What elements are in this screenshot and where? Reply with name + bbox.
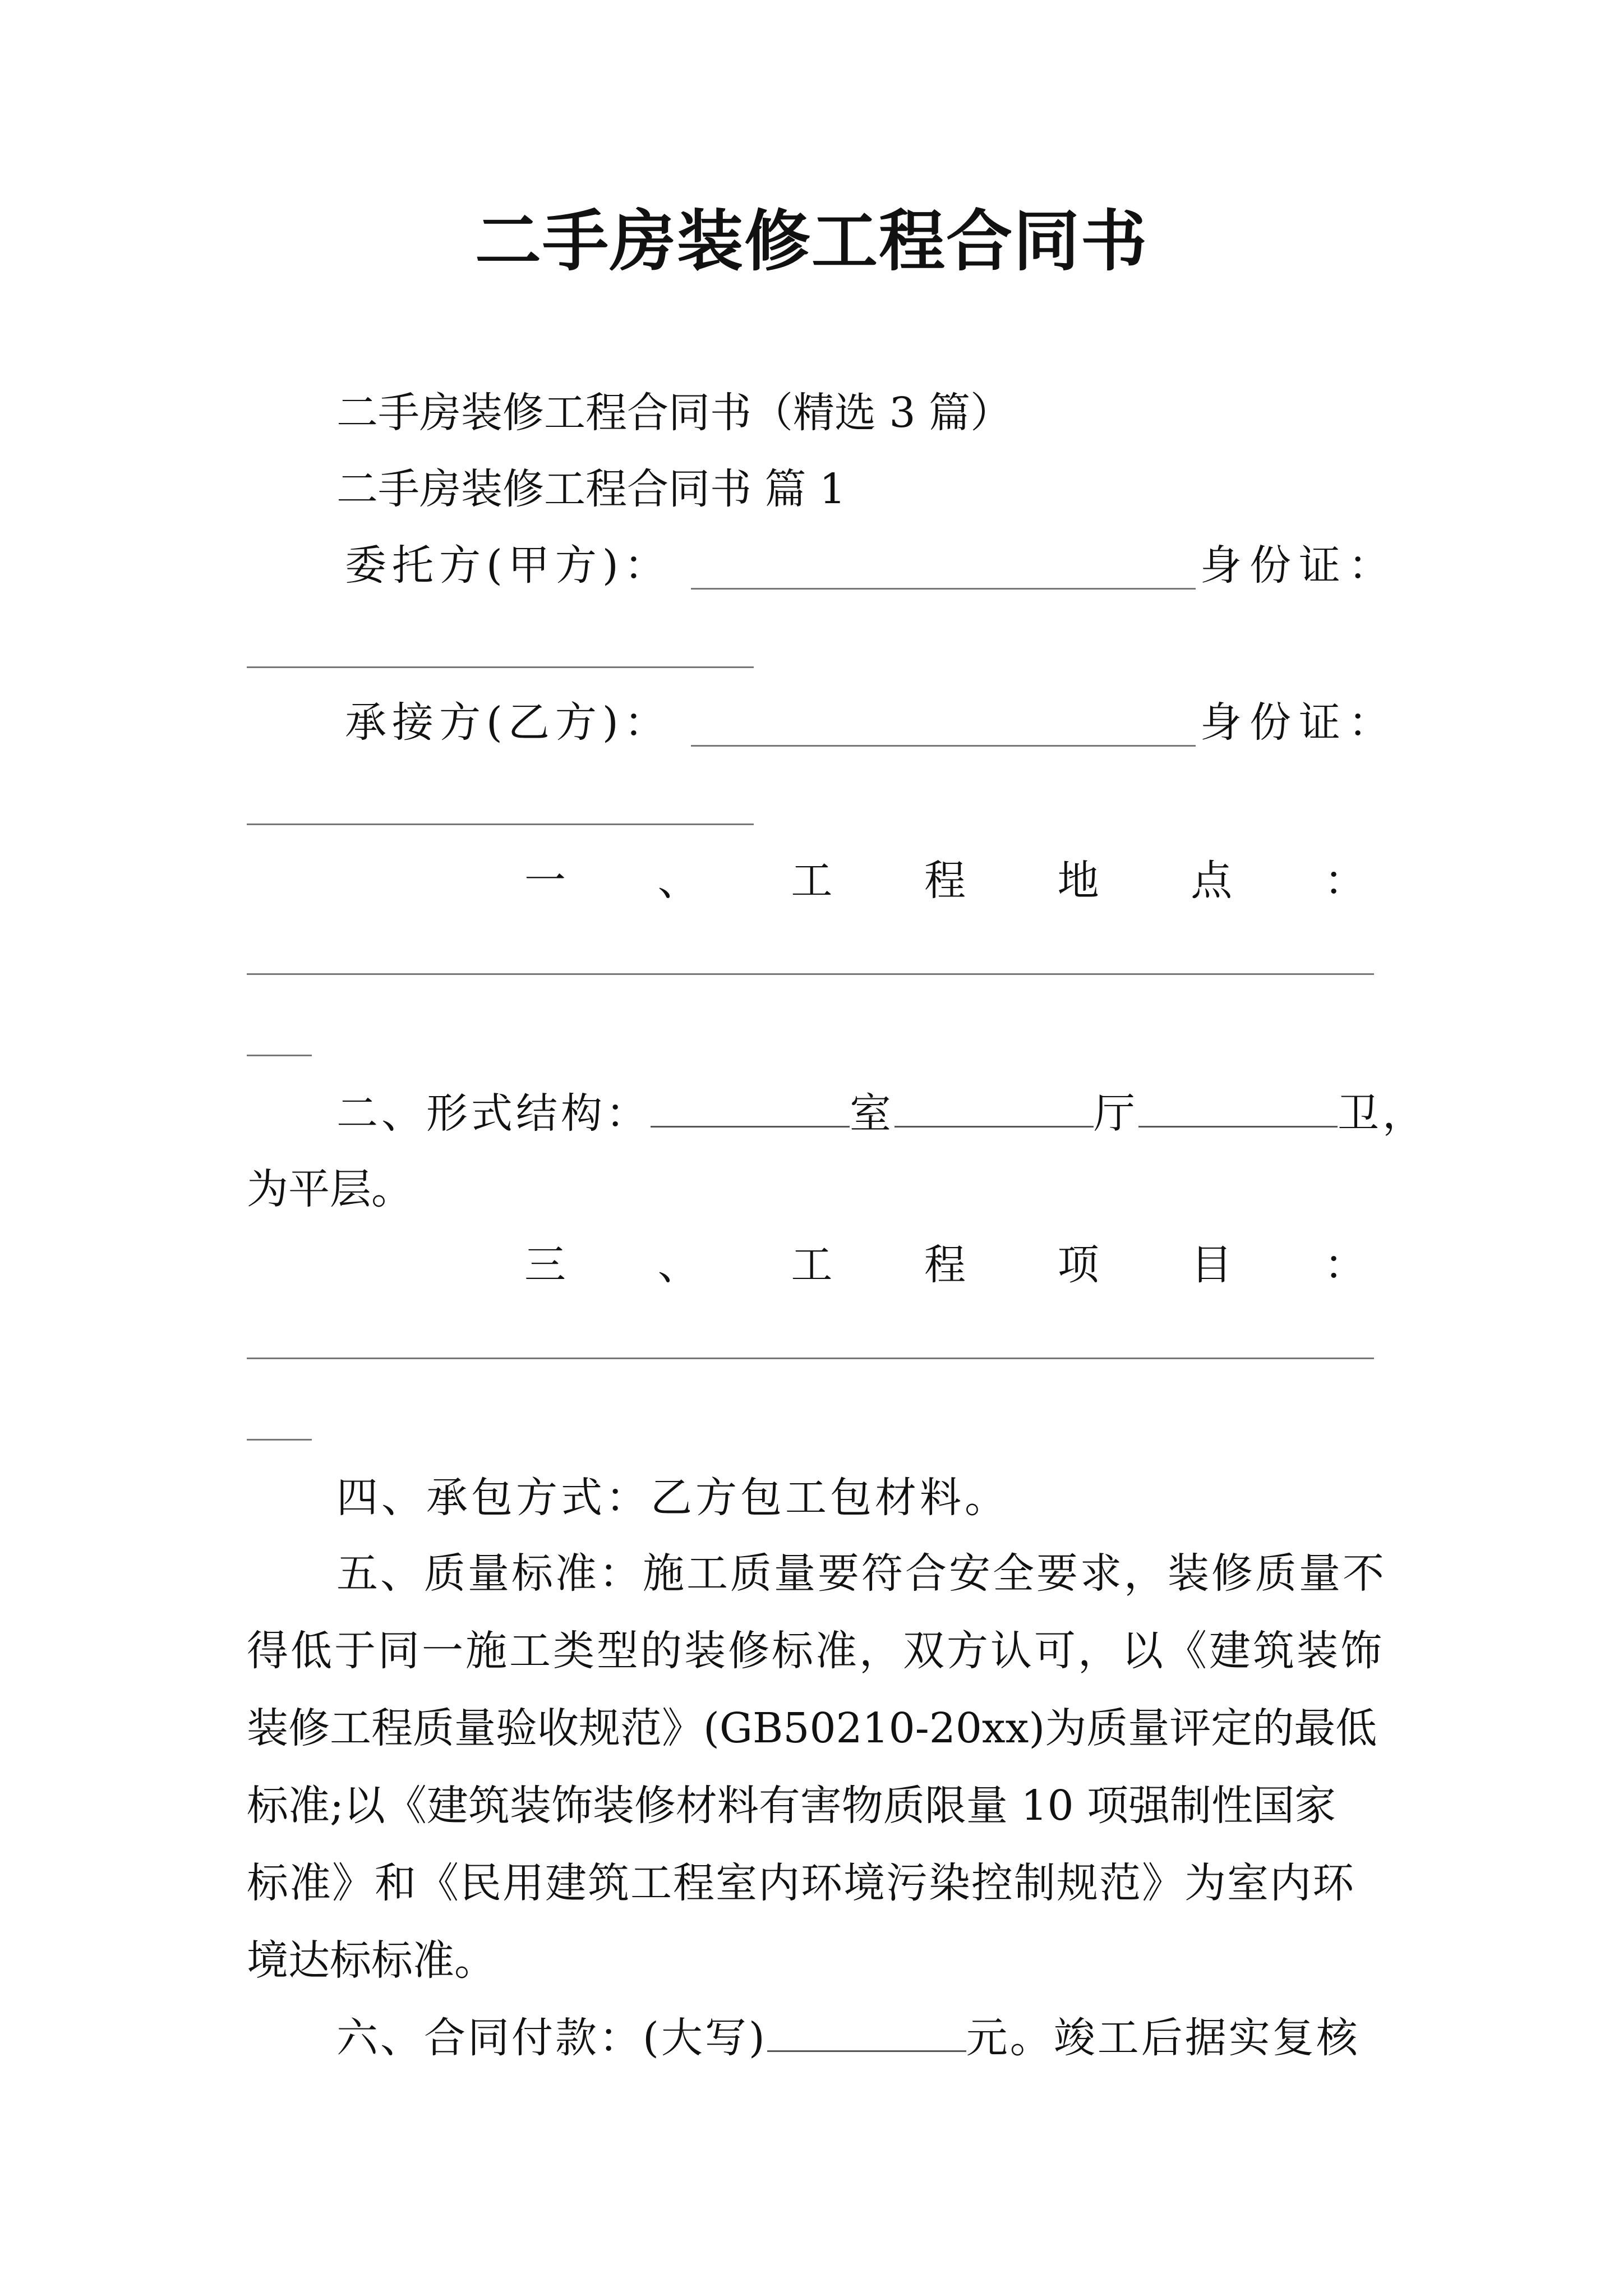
clause-2-room-blank bbox=[651, 1087, 850, 1128]
clause-1-char: 一 bbox=[524, 857, 566, 905]
clause-6-prefix: 六、合同付款：(大写) bbox=[336, 2014, 767, 2062]
clause-3-heading bbox=[524, 1237, 1366, 1293]
clause-1-char: 地 bbox=[1057, 857, 1099, 905]
party-b-label: 承接方(乙方)： bbox=[345, 698, 671, 747]
clause-2-bath-blank bbox=[1138, 1087, 1338, 1128]
clause-3-char: 目 bbox=[1191, 1241, 1233, 1289]
clause-2 bbox=[336, 1085, 1427, 1142]
clause-5-line: 得低于同一施工类型的装修标准，双方认可，以《建筑装饰 bbox=[247, 1627, 1384, 1675]
clause-1-blank bbox=[247, 973, 1374, 975]
clause-5-line: 标准;以《建筑装饰装修材料有害物质限量 10 项强制性国家 bbox=[247, 1782, 1336, 1830]
clause-6-amount-blank bbox=[767, 2011, 966, 2052]
party-a-id-blank bbox=[247, 666, 754, 668]
party-b-id-label: 身份证： bbox=[1200, 698, 1398, 747]
clause-5-line: 标准》和《民用建筑工程室内环境污染控制规范》为室内环 bbox=[247, 1859, 1355, 1907]
clause-1-char: ： bbox=[1324, 857, 1366, 905]
party-a-id-label: 身份证： bbox=[1200, 541, 1398, 590]
clause-1-char: 工 bbox=[791, 857, 833, 905]
clause-5-line: 五、质量标准：施工质量要符合安全要求，装修质量不 bbox=[336, 1549, 1386, 1598]
clause-6-suffix: 元。竣工后据实复核 bbox=[966, 2014, 1360, 2062]
clause-2-room: 室 bbox=[850, 1089, 895, 1138]
clause-1-blank-tail bbox=[247, 1055, 312, 1056]
party-b-name-blank bbox=[691, 745, 1196, 747]
clause-2-hall-blank bbox=[895, 1087, 1094, 1128]
clause-2-bath: 卫， bbox=[1338, 1089, 1427, 1138]
party-b-id-blank bbox=[247, 823, 754, 825]
clause-3-char: ： bbox=[1324, 1241, 1366, 1289]
document-title: 二手房装修工程合同书 bbox=[474, 203, 1148, 280]
clause-3-blank bbox=[247, 1358, 1374, 1359]
party-a-name-blank bbox=[691, 588, 1196, 590]
clause-1-char: 、 bbox=[657, 857, 699, 905]
clause-4: 四、承包方式：乙方包工包材料。 bbox=[336, 1474, 1009, 1522]
document-subtitle: 二手房装修工程合同书（精选 3 篇） bbox=[336, 389, 1012, 437]
party-a-label: 委托方(甲方)： bbox=[345, 541, 671, 590]
clause-2-prefix: 二、形式结构： bbox=[336, 1089, 651, 1138]
clause-2-hall: 厅 bbox=[1094, 1089, 1138, 1138]
clause-3-blank-tail bbox=[247, 1439, 312, 1441]
clause-1-heading bbox=[524, 853, 1366, 909]
clause-5-line: 境达标标准。 bbox=[247, 1936, 496, 1985]
clause-3-char: 、 bbox=[657, 1241, 699, 1289]
clause-5-line: 装修工程质量验收规范》(GB50210-20xx)为质量评定的最低 bbox=[247, 1704, 1377, 1752]
clause-6 bbox=[336, 2010, 1360, 2066]
clause-1-char: 点 bbox=[1191, 857, 1233, 905]
clause-3-char: 项 bbox=[1057, 1241, 1099, 1289]
section-heading: 二手房装修工程合同书 篇 1 bbox=[336, 465, 846, 513]
clause-2-line-2: 为平层。 bbox=[247, 1165, 413, 1213]
clause-3-char: 工 bbox=[791, 1241, 833, 1289]
clause-3-char: 三 bbox=[524, 1241, 566, 1289]
clause-1-char: 程 bbox=[924, 857, 966, 905]
clause-3-char: 程 bbox=[924, 1241, 966, 1289]
